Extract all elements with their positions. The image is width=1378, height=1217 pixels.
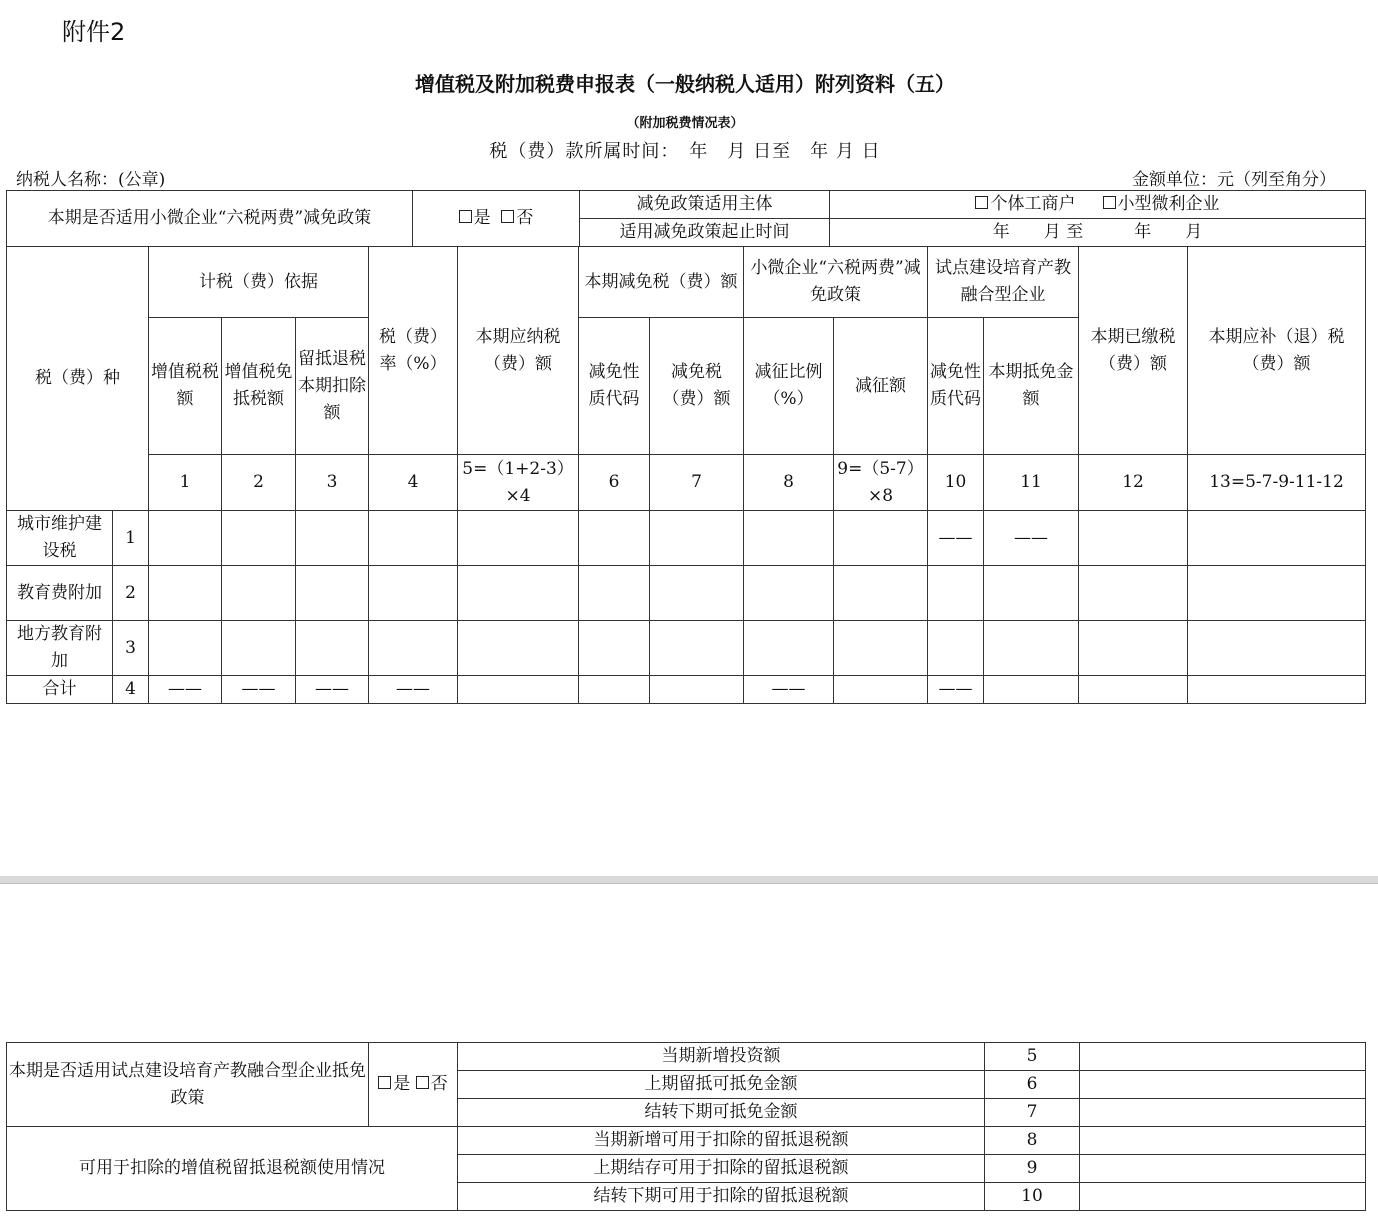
small-policy-header: 小微企业“六税两费”减免政策: [744, 247, 928, 318]
item-label: 上期留抵可抵免金额: [458, 1071, 985, 1099]
cell-input[interactable]: [1188, 511, 1366, 566]
col-number: 2: [222, 455, 296, 511]
vat-header: 增值税税额: [149, 318, 222, 455]
cell-input[interactable]: [1080, 1043, 1366, 1071]
small-profit-checkbox[interactable]: [1103, 196, 1116, 209]
no-checkbox[interactable]: [501, 210, 514, 223]
cell-input[interactable]: [579, 676, 650, 704]
item-label: 当期新增可用于扣除的留抵退税额: [458, 1127, 985, 1155]
cell-input[interactable]: [222, 566, 296, 621]
pilot-policy-question: 本期是否适用试点建设培育产教融合型企业抵免政策: [7, 1043, 369, 1127]
cell-input[interactable]: [650, 566, 744, 621]
pilot-header: 试点建设培育产教融合型企业: [928, 247, 1079, 318]
cell-input[interactable]: [296, 621, 369, 676]
cell-input[interactable]: [1188, 621, 1366, 676]
row-name: 合计: [7, 676, 113, 704]
paid-header: 本期已缴税（费）额: [1079, 247, 1188, 455]
item-label: 上期结存可用于扣除的留抵退税额: [458, 1155, 985, 1183]
pilot-policy-choice[interactable]: [369, 1043, 458, 1127]
dash-cell: ——: [928, 676, 984, 704]
col-number: 11: [984, 455, 1079, 511]
item-number: 7: [985, 1099, 1080, 1127]
col-number: 6: [579, 455, 650, 511]
payable-header: 本期应纳税（费）额: [458, 247, 579, 455]
dash-cell: ——: [222, 676, 296, 704]
cell-input[interactable]: [1080, 1155, 1366, 1183]
pilot-policy-table: [6, 1042, 1366, 1211]
small-profit-label: 小型微利企业: [1117, 194, 1220, 214]
time-value[interactable]: 年 月 至 年 月: [830, 219, 1366, 247]
basis-header: 计税（费）依据: [149, 247, 369, 318]
row-number: 1: [113, 511, 149, 566]
col-number: 1: [149, 455, 222, 511]
cell-input[interactable]: [744, 621, 834, 676]
cell-input[interactable]: [1079, 621, 1188, 676]
cell-input[interactable]: [650, 511, 744, 566]
table-row: [7, 511, 1366, 566]
table-row: [7, 566, 1366, 621]
col-number: 12: [1079, 455, 1188, 511]
individual-business-checkbox[interactable]: [975, 196, 988, 209]
cell-input[interactable]: [1080, 1099, 1366, 1127]
cell-input[interactable]: [458, 566, 579, 621]
dash-cell: ——: [928, 511, 984, 566]
cell-input[interactable]: [1079, 511, 1188, 566]
item-number: 10: [985, 1183, 1080, 1211]
cell-input[interactable]: [984, 621, 1079, 676]
dash-cell: ——: [149, 676, 222, 704]
col-number: 8: [744, 455, 834, 511]
yes-label: 是: [473, 208, 491, 228]
no-label: 否: [516, 208, 534, 228]
item-number: 8: [985, 1127, 1080, 1155]
cell-input[interactable]: [149, 621, 222, 676]
cell-input[interactable]: [458, 621, 579, 676]
cell-input[interactable]: [369, 621, 458, 676]
cell-input[interactable]: [222, 511, 296, 566]
subject-label: 减免政策适用主体: [580, 191, 830, 219]
yes-checkbox[interactable]: [459, 210, 472, 223]
cell-input[interactable]: [1079, 676, 1188, 704]
col-number: 4: [369, 455, 458, 511]
supplement-header: 本期应补（退）税（费）额: [1188, 247, 1366, 455]
pilot-credit-header: 本期抵免金额: [984, 318, 1079, 455]
cell-input[interactable]: [1080, 1127, 1366, 1155]
item-number: 6: [985, 1071, 1080, 1099]
cell-input[interactable]: [149, 511, 222, 566]
cell-input[interactable]: [650, 676, 744, 704]
cell-input[interactable]: [928, 621, 984, 676]
item-label: 当期新增投资额: [458, 1043, 985, 1071]
item-label: 结转下期可用于扣除的留抵退税额: [458, 1183, 985, 1211]
pilot-yes-checkbox[interactable]: [378, 1076, 391, 1089]
taxpayer-name-label: 纳税人名称：(公章): [16, 170, 166, 190]
tax-type-header: 税（费）种: [7, 247, 149, 511]
vat-exempt-header: 增值税免抵税额: [222, 318, 296, 455]
cell-input[interactable]: [928, 566, 984, 621]
col-number: 5=（1+2-3）×4: [458, 455, 579, 511]
reduction-code-header: 减免性质代码: [579, 318, 650, 455]
policy-table: [6, 190, 1366, 247]
form-subtitle: （附加税费情况表）: [626, 116, 744, 131]
cell-input[interactable]: [1079, 566, 1188, 621]
cell-input[interactable]: [222, 621, 296, 676]
amount-unit-label: 金额单位：元（列至角分）: [1132, 170, 1336, 190]
small-policy-choice[interactable]: [413, 191, 580, 247]
cell-input[interactable]: [650, 621, 744, 676]
attachment-label: 附件2: [62, 18, 126, 46]
small-policy-question: 本期是否适用小微企业“六税两费”减免政策: [7, 191, 413, 247]
subject-choice[interactable]: [830, 191, 1366, 219]
row-name: 城市维护建设税: [7, 511, 113, 566]
item-number: 5: [985, 1043, 1080, 1071]
tax-period: 税（费）款所属时间： 年 月 日至 年 月 日: [489, 141, 881, 162]
cell-input[interactable]: [834, 676, 928, 704]
reduction-amount-header: 减免税（费）额: [650, 318, 744, 455]
form-title: 增值税及附加税费申报表（一般纳税人适用）附列资料（五）: [415, 72, 955, 96]
rate-header: 税（费）率（%）: [369, 247, 458, 455]
cell-input[interactable]: [149, 566, 222, 621]
row-number: 3: [113, 621, 149, 676]
pilot-no-checkbox[interactable]: [416, 1076, 429, 1089]
row-name: 地方教育附加: [7, 621, 113, 676]
item-number: 9: [985, 1155, 1080, 1183]
cell-input[interactable]: [1188, 566, 1366, 621]
row-number: 4: [113, 676, 149, 704]
col-number: 7: [650, 455, 744, 511]
dash-cell: ——: [984, 511, 1079, 566]
pilot-yes-label: 是: [393, 1074, 416, 1094]
dash-cell: ——: [296, 676, 369, 704]
cell-input[interactable]: [296, 566, 369, 621]
pilot-no-label: 否: [430, 1074, 448, 1094]
cell-input[interactable]: [296, 511, 369, 566]
cell-input[interactable]: [984, 676, 1079, 704]
pilot-code-header: 减免性质代码: [928, 318, 984, 455]
time-label: 适用减免政策起止时间: [580, 219, 830, 247]
cell-input[interactable]: [579, 511, 650, 566]
row-name: 教育费附加: [7, 566, 113, 621]
cell-input[interactable]: [579, 566, 650, 621]
table-row: [7, 621, 1366, 676]
cell-input[interactable]: [744, 511, 834, 566]
cell-input[interactable]: [458, 676, 579, 704]
levy-amount-header: 减征额: [834, 318, 928, 455]
col-number: 9=（5-7）×8: [834, 455, 928, 511]
col-number: 3: [296, 455, 369, 511]
reduction-header: 本期减免税（费）额: [579, 247, 744, 318]
cell-input[interactable]: [834, 566, 928, 621]
col-number: 10: [928, 455, 984, 511]
cell-input[interactable]: [834, 621, 928, 676]
page-separator: [0, 876, 1378, 883]
individual-business-label: 个体工商户: [990, 194, 1076, 214]
cell-input[interactable]: [369, 566, 458, 621]
cell-input[interactable]: [369, 511, 458, 566]
cell-input[interactable]: [834, 511, 928, 566]
cell-input[interactable]: [1080, 1183, 1366, 1211]
levy-ratio-header: 减征比例（%）: [744, 318, 834, 455]
item-label: 结转下期可抵免金额: [458, 1099, 985, 1127]
table-row: [7, 676, 1366, 704]
surcharge-table: [6, 246, 1366, 704]
cell-input[interactable]: [458, 511, 579, 566]
cell-input[interactable]: [1080, 1071, 1366, 1099]
cell-input[interactable]: [984, 566, 1079, 621]
page-separator-line: [0, 883, 1378, 884]
cell-input[interactable]: [744, 566, 834, 621]
dash-cell: ——: [369, 676, 458, 704]
dash-cell: ——: [744, 676, 834, 704]
row-number: 2: [113, 566, 149, 621]
col-number: 13=5-7-9-11-12: [1188, 455, 1366, 511]
retained-header: 留抵退税本期扣除额: [296, 318, 369, 455]
cell-input[interactable]: [579, 621, 650, 676]
cell-input[interactable]: [1188, 676, 1366, 704]
retained-usage-label: 可用于扣除的增值税留抵退税额使用情况: [7, 1127, 458, 1211]
